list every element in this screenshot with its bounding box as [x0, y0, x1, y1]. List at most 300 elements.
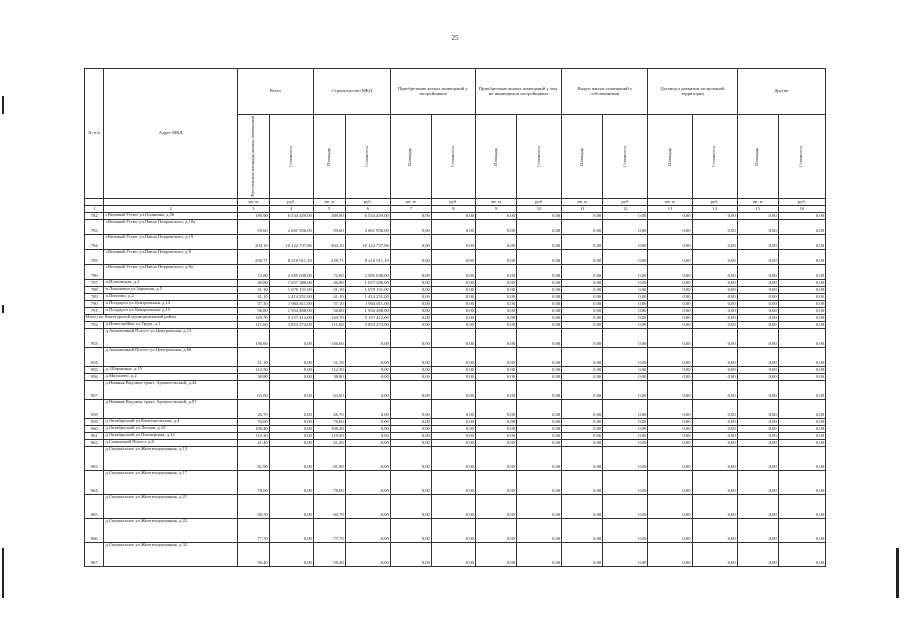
cell-area: 0,00	[475, 322, 516, 329]
cell-cost: 0,00	[269, 367, 313, 374]
page-number: 25	[451, 34, 459, 42]
cell-cost: 0,00	[431, 400, 475, 419]
cell-area: 0,00	[390, 433, 431, 440]
table-row	[85, 235, 826, 250]
cell-cost: 0,00	[778, 447, 825, 471]
cell-cost: 0,00	[517, 471, 562, 495]
header-group-buyout: Выкуп жилых помещений у собственников	[562, 69, 648, 115]
cell-area: 0,00	[737, 519, 778, 543]
cell-cost: 0,00	[778, 374, 825, 381]
row-address: д.Нижняя Водлица тракт, Архангельский, д.44	[104, 381, 237, 400]
cell-area: 0,00	[390, 235, 431, 250]
cell-area: 0,00	[562, 280, 603, 287]
cell-area: 0,00	[475, 400, 516, 419]
cell-area: 46,80	[313, 280, 345, 287]
cell-cost: 0,00	[345, 543, 390, 567]
cell-area: 0,00	[562, 301, 603, 308]
cell-cost: 0,00	[431, 315, 475, 322]
row-number: 791	[85, 308, 104, 315]
row-address: п.Илатовская, д.2	[104, 280, 237, 287]
table-row	[85, 301, 826, 308]
subheader-cell	[778, 115, 825, 199]
subheader-area-label: Площадь	[325, 147, 331, 166]
units-spacer	[104, 199, 237, 206]
cell-area: 0,00	[562, 374, 603, 381]
cell-area: 0,00	[648, 471, 692, 495]
unit-label: кв. м	[390, 199, 431, 206]
cell-area: 77,70	[313, 519, 345, 543]
cell-area: 0,00	[648, 419, 692, 426]
cell-cost: 0,00	[431, 374, 475, 381]
cell-area: 0,00	[475, 433, 516, 440]
subheader-area-label: Расселяемая площадь жилых помещений	[249, 116, 255, 197]
cell-area: 0,00	[475, 280, 516, 287]
cell-cost: 8 210 011,10	[345, 250, 390, 265]
cell-area: 0,00	[475, 235, 516, 250]
housing-resettlement-table	[84, 68, 826, 567]
cell-cost: 0,00	[269, 543, 313, 567]
cell-cost: 0,00	[603, 374, 648, 381]
row-address: г.Великий Устюг ул.Павла Покровского, д.8	[104, 250, 237, 265]
cell-area: 119,30	[237, 433, 269, 440]
cell-cost: 2 061 956,00	[345, 220, 390, 235]
cell-cost: 0,00	[692, 519, 737, 543]
cell-cost: 0,00	[603, 280, 648, 287]
unit-label: руб.	[431, 199, 475, 206]
column-index: 14	[692, 206, 737, 213]
cell-area: 0,00	[562, 348, 603, 367]
cell-area: 0,00	[737, 471, 778, 495]
scan-edge-mark	[896, 548, 899, 598]
cell-cost: 3 853 274,00	[345, 322, 390, 329]
cell-area: 0,00	[737, 400, 778, 419]
cell-cost: 0,00	[692, 280, 737, 287]
cell-cost: 0,00	[603, 440, 648, 447]
cell-cost: 0,00	[778, 348, 825, 367]
cell-cost: 0,00	[603, 495, 648, 519]
cell-area: 0,00	[562, 315, 603, 322]
cell-cost: 0,00	[692, 419, 737, 426]
cell-cost: 0,00	[431, 235, 475, 250]
row-address: д.Анхимовкий Погост ул.Центральная, д.60	[104, 348, 237, 367]
cell-cost: 0,00	[778, 308, 825, 315]
cell-area: 0,00	[562, 426, 603, 433]
cell-area: 0,00	[648, 495, 692, 519]
cell-area: 31,10	[313, 287, 345, 294]
table-row	[85, 213, 826, 220]
cell-area: 0,00	[737, 250, 778, 265]
row-number: 789	[85, 294, 104, 301]
cell-cost: 0,00	[778, 440, 825, 447]
header-group-total: Всего	[237, 69, 313, 115]
cell-area: 0,00	[562, 471, 603, 495]
cell-cost: 0,00	[692, 440, 737, 447]
cell-area: 0,00	[737, 213, 778, 220]
cell-area: 46,80	[237, 280, 269, 287]
row-address: д.Саминский Погост, д.8	[104, 440, 237, 447]
cell-area: 0,00	[475, 220, 516, 235]
column-index: 9	[475, 206, 516, 213]
cell-area: 0,00	[562, 287, 603, 294]
cell-area: 0,00	[648, 381, 692, 400]
cell-area: 0,00	[737, 447, 778, 471]
cell-cost: 0,00	[345, 329, 390, 348]
cell-cost: 0,00	[778, 433, 825, 440]
row-address: д.Сорокополье ул.Железнодорожная, д.13	[104, 447, 237, 471]
cell-cost: 2 585 048,00	[269, 265, 313, 280]
cell-cost: 0,00	[431, 213, 475, 220]
subheader-cell	[692, 115, 737, 199]
cell-area: 0,00	[562, 213, 603, 220]
cell-area: 0,00	[390, 250, 431, 265]
table-row	[85, 495, 826, 519]
table-row	[85, 250, 826, 265]
cell-cost: 0,00	[517, 308, 562, 315]
row-address: г.Великий Устюг ул.Павла Покровского, д.19	[104, 235, 237, 250]
cell-area: 0,00	[648, 213, 692, 220]
subheader-cost-label: Стоимость	[711, 145, 717, 168]
cell-area: 0,00	[475, 287, 516, 294]
cell-cost: 0,00	[345, 471, 390, 495]
cell-area: 0,00	[390, 381, 431, 400]
subheader-cell	[648, 115, 692, 199]
cell-cost: 6 534 459,00	[269, 213, 313, 220]
cell-area: 0,00	[648, 322, 692, 329]
cell-area: 0,00	[390, 280, 431, 287]
cell-area: 0,00	[562, 367, 603, 374]
cell-cost: 0,00	[517, 447, 562, 471]
cell-cost: 0,00	[692, 426, 737, 433]
cell-cost: 0,00	[603, 426, 648, 433]
cell-area: 38,80	[313, 374, 345, 381]
cell-cost: 1 657 386,00	[269, 280, 313, 287]
cell-cost: 0,00	[778, 329, 825, 348]
cell-area: 294,10	[237, 235, 269, 250]
cell-cost: 0,00	[431, 495, 475, 519]
cell-cost: 0,00	[345, 447, 390, 471]
unit-label: кв. м	[562, 199, 603, 206]
cell-cost: 0,00	[517, 235, 562, 250]
cell-area: 0,00	[737, 374, 778, 381]
row-number: 959	[85, 419, 104, 426]
cell-cost: 6 534 459,00	[345, 213, 390, 220]
cell-area: 0,00	[390, 308, 431, 315]
cell-cost: 0,00	[603, 315, 648, 322]
row-number: 790	[85, 301, 104, 308]
column-index: 12	[603, 206, 648, 213]
cell-cost: 0,00	[778, 235, 825, 250]
cell-cost: 0,00	[603, 400, 648, 419]
cell-area: 0,00	[648, 519, 692, 543]
header-row-units	[85, 199, 826, 206]
cell-area: 76,60	[313, 419, 345, 426]
table-row	[85, 400, 826, 419]
cell-area: 72,80	[237, 265, 269, 280]
cell-cost: 2 061 956,00	[269, 220, 313, 235]
unit-label: руб.	[269, 199, 313, 206]
cell-area: 0,00	[390, 322, 431, 329]
cell-cost: 0,00	[692, 543, 737, 567]
row-address: д.Октябрьский ул.Комсомольская, д.4	[104, 419, 237, 426]
cell-cost: 0,00	[603, 265, 648, 280]
cell-cost: 0,00	[692, 495, 737, 519]
header-number: № п/п	[85, 69, 104, 199]
cell-cost: 0,00	[778, 426, 825, 433]
scan-edge-mark	[2, 305, 4, 313]
cell-cost: 1 964 811,00	[345, 301, 390, 308]
cell-cost: 0,00	[431, 519, 475, 543]
cell-cost: 0,00	[603, 519, 648, 543]
cell-area: 0,00	[737, 220, 778, 235]
subheader-cost-label: Стоимость	[798, 145, 804, 168]
cell-cost: 0,00	[692, 235, 737, 250]
cell-cost: 0,00	[778, 213, 825, 220]
cell-area: 0,00	[737, 322, 778, 329]
cell-cost: 0,00	[603, 213, 648, 220]
subheader-cell	[562, 115, 603, 199]
header-group-territory-development: Договор о развитии застроенной территории	[648, 69, 737, 115]
cell-area: 63,00	[313, 381, 345, 400]
cell-area: 63,00	[237, 381, 269, 400]
cell-cost: 0,00	[431, 440, 475, 447]
cell-area: 119,30	[313, 433, 345, 440]
housing-table-sheet	[84, 68, 826, 567]
cell-cost: 0,00	[778, 287, 825, 294]
row-address: п.Полдарса ул.Центральная, д.15	[104, 308, 237, 315]
cell-cost: 0,00	[269, 471, 313, 495]
cell-area: 0,00	[475, 348, 516, 367]
cell-area: 0,00	[475, 308, 516, 315]
row-number: 961	[85, 433, 104, 440]
cell-area: 0,00	[562, 519, 603, 543]
cell-area: 0,00	[737, 265, 778, 280]
cell-area: 57,10	[313, 301, 345, 308]
cell-area: 38,80	[237, 374, 269, 381]
cell-cost: 0,00	[269, 433, 313, 440]
cell-cost: 0,00	[345, 381, 390, 400]
cell-area: 0,00	[390, 440, 431, 447]
cell-area: 51,10	[237, 348, 269, 367]
cell-area: 0,00	[648, 400, 692, 419]
cell-area: 0,00	[648, 250, 692, 265]
row-address: д.Анхимовкий Погост ул.Центральная, д.13	[104, 329, 237, 348]
cell-area: 0,00	[475, 374, 516, 381]
cell-cost: 0,00	[269, 348, 313, 367]
cell-cost: 0,00	[431, 419, 475, 426]
cell-area: 0,00	[648, 220, 692, 235]
cell-area: 0,00	[648, 433, 692, 440]
cell-area: 0,00	[648, 301, 692, 308]
cell-area: 108,40	[237, 426, 269, 433]
unit-label: руб.	[692, 199, 737, 206]
row-address: д.Сорокополье ул.Железнодорожная, д.21	[104, 495, 237, 519]
table-total-row	[85, 315, 826, 322]
subheader-cell	[237, 115, 269, 199]
cell-area: 0,00	[737, 440, 778, 447]
cell-cost: 1 070 151,00	[345, 287, 390, 294]
subheader-cell	[390, 115, 431, 199]
cell-area: 136,60	[313, 329, 345, 348]
cell-area: 0,00	[737, 381, 778, 400]
cell-area: 0,00	[737, 543, 778, 567]
cell-cost: 0,00	[517, 213, 562, 220]
cell-cost: 0,00	[517, 543, 562, 567]
cell-area: 189,90	[313, 213, 345, 220]
cell-area: 78,00	[237, 471, 269, 495]
cell-cost: 0,00	[517, 419, 562, 426]
cell-cost: 0,00	[431, 543, 475, 567]
cell-cost: 0,00	[603, 235, 648, 250]
cell-cost: 0,00	[603, 329, 648, 348]
cell-area: 72,80	[313, 265, 345, 280]
table-row	[85, 265, 826, 280]
cell-cost: 0,00	[431, 308, 475, 315]
table-row	[85, 433, 826, 440]
cell-area: 0,00	[648, 426, 692, 433]
cell-area: 0,00	[390, 265, 431, 280]
cell-area: 238,71	[237, 250, 269, 265]
cell-cost: 0,00	[692, 301, 737, 308]
cell-cost: 0,00	[778, 543, 825, 567]
cell-area: 0,00	[648, 447, 692, 471]
cell-cost: 0,00	[269, 440, 313, 447]
cell-area: 0,00	[390, 519, 431, 543]
cell-area: 0,00	[737, 287, 778, 294]
row-address: д.Сорокополье ул.Железнодорожная, д.32	[104, 543, 237, 567]
cell-cost: 0,00	[517, 440, 562, 447]
column-index: 11	[562, 206, 603, 213]
cell-cost: 0,00	[431, 329, 475, 348]
cell-area: 0,00	[562, 495, 603, 519]
cell-cost: 0,00	[269, 495, 313, 519]
cell-area: 0,00	[390, 348, 431, 367]
cell-area: 0,00	[475, 329, 516, 348]
cell-area: 189,90	[237, 213, 269, 220]
cell-area: 0,00	[475, 471, 516, 495]
cell-cost: 0,00	[778, 294, 825, 301]
header-group-purchase-non-developers: Приобретение жилых помещений у лиц, не являющихся застройщиком	[475, 69, 561, 115]
cell-area: 238,71	[313, 250, 345, 265]
cell-area: 0,00	[648, 440, 692, 447]
cell-cost: 0,00	[517, 265, 562, 280]
cell-cost: 0,00	[778, 495, 825, 519]
cell-area: 0,00	[562, 381, 603, 400]
cell-area: 0,00	[475, 426, 516, 433]
cell-cost: 0,00	[778, 419, 825, 426]
table-row	[85, 471, 826, 495]
table-row	[85, 348, 826, 367]
header-row-groups	[85, 69, 826, 115]
column-index: 5	[313, 206, 345, 213]
cell-cost: 0,00	[431, 348, 475, 367]
cell-cost: 0,00	[431, 294, 475, 301]
cell-cost: 0,00	[603, 220, 648, 235]
cell-cost: 0,00	[431, 322, 475, 329]
row-address: г.Великий Устюг ул.Павла Покровского, д.8а	[104, 265, 237, 280]
cell-cost: 1 414 251,00	[345, 294, 390, 301]
cell-area: 0,00	[737, 308, 778, 315]
cell-cost: 0,00	[778, 265, 825, 280]
column-index: 8	[431, 206, 475, 213]
cell-cost: 0,00	[778, 280, 825, 287]
cell-cost: 0,00	[345, 426, 390, 433]
cell-cost: 5 157 412,00	[269, 315, 313, 322]
cell-cost: 0,00	[431, 381, 475, 400]
subheader-cell	[517, 115, 562, 199]
cell-area: 59,60	[237, 220, 269, 235]
cell-cost: 0,00	[692, 367, 737, 374]
cell-area: 0,00	[562, 308, 603, 315]
row-number: 965	[85, 495, 104, 519]
cell-cost: 0,00	[431, 367, 475, 374]
cell-area: 0,00	[562, 265, 603, 280]
cell-cost: 0,00	[345, 374, 390, 381]
cell-cost: 0,00	[603, 250, 648, 265]
unit-label: кв. м	[313, 199, 345, 206]
subheader-area-label: Площадь	[407, 147, 413, 166]
row-address: д.Нижняя Водлица тракт, Архангельский, д.97	[104, 400, 237, 419]
row-number: 954	[85, 348, 104, 367]
unit-label: руб.	[603, 199, 648, 206]
cell-area: 0,00	[562, 400, 603, 419]
cell-cost: 0,00	[603, 287, 648, 294]
cell-cost: 1 964 811,00	[269, 301, 313, 308]
cell-area: 78,00	[313, 471, 345, 495]
cell-cost: 0,00	[345, 367, 390, 374]
cell-area: 0,00	[648, 280, 692, 287]
cell-area: 136,60	[237, 329, 269, 348]
cell-cost: 0,00	[269, 447, 313, 471]
cell-area: 294,10	[313, 235, 345, 250]
cell-area: 0,00	[475, 213, 516, 220]
cell-cost: 0,00	[345, 419, 390, 426]
scan-edge-mark	[2, 548, 4, 598]
table-row	[85, 329, 826, 348]
row-address: г.Великий Устюг ул.Павла Покровского, д.10а	[104, 220, 237, 235]
header-group-purchase-developers: Приобретение жилых помещений у застройщиков	[390, 69, 475, 115]
cell-area: 111,60	[313, 322, 345, 329]
cell-cost: 0,00	[692, 381, 737, 400]
cell-area: 112,50	[313, 367, 345, 374]
column-index: 3	[237, 206, 269, 213]
cell-area: 0,00	[737, 367, 778, 374]
cell-cost: 0,00	[517, 367, 562, 374]
row-number: 957	[85, 381, 104, 400]
cell-cost: 1 657 386,00	[345, 280, 390, 287]
cell-area: 0,00	[562, 250, 603, 265]
unit-label: кв. м	[475, 199, 516, 206]
cell-area: 60,70	[313, 495, 345, 519]
cell-area: 41,10	[237, 294, 269, 301]
row-address: д.Октябрьский ул.Пионерская, д.12	[104, 433, 237, 440]
cell-area: 76,60	[237, 419, 269, 426]
cell-cost: 0,00	[692, 329, 737, 348]
cell-cost: 0,00	[692, 447, 737, 471]
row-address: п.Полдарса ул.Центральная, д.14	[104, 301, 237, 308]
cell-area: 0,00	[390, 367, 431, 374]
cell-cost: 0,00	[692, 287, 737, 294]
cell-cost: 3 853 274,00	[269, 322, 313, 329]
cell-area: 0,00	[562, 419, 603, 426]
cell-area: 0,00	[648, 315, 692, 322]
cell-cost: 1 414 251,00	[269, 294, 313, 301]
row-address: д.Михалево, д.2	[104, 374, 237, 381]
cell-cost: 0,00	[517, 250, 562, 265]
cell-cost: 0,00	[778, 367, 825, 374]
row-number: 962	[85, 440, 104, 447]
cell-cost: 0,00	[692, 308, 737, 315]
cell-area: 0,00	[648, 294, 692, 301]
